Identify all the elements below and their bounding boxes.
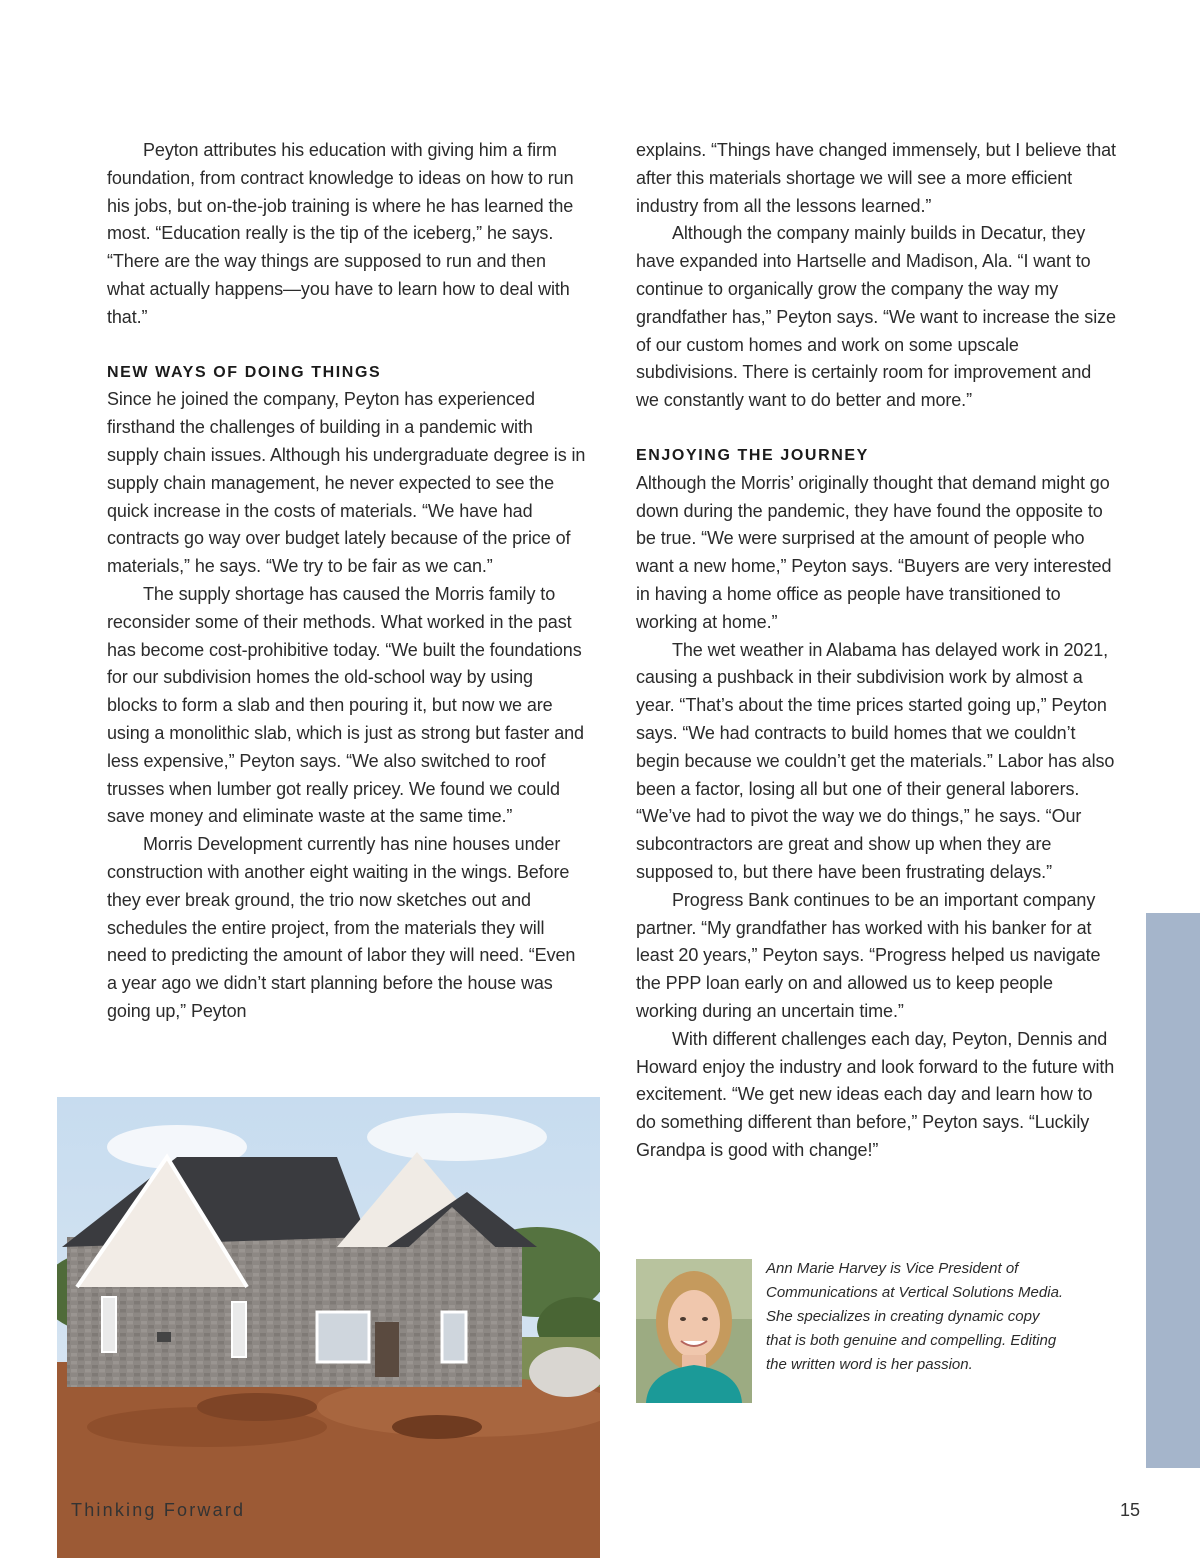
house-photo [57, 1097, 600, 1558]
author-bio: Ann Marie Harvey is Vice President of Communications at Vertical Solutions Media. She specializes in creating dynamic copy that is both genuine and compelling. Editing the written word is her passion. [766, 1260, 1064, 1373]
section-heading: NEW WAYS OF DOING THINGS [107, 363, 382, 381]
paragraph: explains. “Things have changed immensely, but I believe that after this materials shortage we will see a more efficient industry from all the lessons learned.” [636, 140, 1116, 216]
section-heading: ENJOYING THE JOURNEY [636, 446, 869, 464]
publication-name: Thinking Forward [71, 1500, 246, 1520]
paragraph: The wet weather in Alabama has delayed work in 2021, causing a pushback in their subdivision work by almost a year. “That’s about the time prices started going up,” Peyton says. “We had contracts to build homes that we couldn’t begin because we couldn’t get the materials.” Labor has also been a factor, losing all but one of their general laborers. “We’ve had to pivot the way we do things,” he says. “Our subcontractors are great and show up when they are supposed to, but there have been frustrating delays.” [636, 639, 1115, 882]
paragraph: Peyton attributes his education with giving him a firm foundation, from contract knowledge to ideas on how to run his jobs, but on-the-job training is where he has learned the most. “Education really is the tip of the iceberg,” he says. “There are the way things are supposed to run and then what actually happens—you have to learn how to deal with that.” [107, 140, 574, 327]
paragraph: Although the Morris’ originally thought that demand might go down during the pandemic, they have found the opposite to be true. “We were surprised at the amount of people who want a new home,” Peyton says. “Buyers are very interested in having a home office as people have transitioned to working at home.” [636, 472, 1112, 632]
paragraph: Since he joined the company, Peyton has experienced firsthand the challenges of building in a pandemic with supply chain issues. Although his undergraduate degree is in supply chain management, he never expected to see the quick increase in the costs of materials. “We have had contracts go way over budget lately because of the price of materials,” he says. “We try to be fair as we can.” [107, 389, 586, 577]
author-headshot [636, 1259, 752, 1403]
paragraph: Morris Development currently has nine houses under construction with another eight waiting in the wings. Before they ever break ground, the trio now sketches out and schedules the entire project, from the materials they will need to predicting the amount of labor they will need. “Even a year ago we didn’t start planning before the house was going up,” Peyton [107, 834, 576, 1021]
sidebar-color-tab [1146, 913, 1200, 1468]
article-right-column [636, 137, 1116, 1165]
page-number: 15 [1120, 1500, 1141, 1520]
paragraph: Although the company mainly builds in Decatur, they have expanded into Hartselle and Madison, Ala. “I want to continue to organically grow the company the way my grandfather has,” Peyton says. “We want to increase the size of our custom homes and work on some upscale subdivisions. There is certainly room for improvement and we constantly want to do better and more.” [636, 223, 1116, 411]
paragraph: The supply shortage has caused the Morris family to reconsider some of their methods. What worked in the past has become cost-prohibitive today. “We built the foundations for our subdivision homes the old-school way by using blocks to form a slab and then pouring it, but now we are using a monolithic slab, which is just as strong but faster and less expensive,” Peyton says. “We also switched to roof trusses when lumber got really pricey. We found we could save money and eliminate waste at the same time.” [107, 583, 584, 827]
paragraph: With different challenges each day, Peyton, Dennis and Howard enjoy the industry and look forward to the future with excitement. “We get new ideas each day and learn how to do something different than before,” Peyton says. “Luckily Grandpa is good with change!” [636, 1028, 1115, 1160]
paragraph: Progress Bank continues to be an important company partner. “My grandfather has worked with his banker for at least 20 years,” Peyton says. “Progress helped us navigate the PPP loan early on and allowed us to keep people working during an uncertain time.” [636, 889, 1101, 1021]
article-left-column [107, 137, 587, 1026]
